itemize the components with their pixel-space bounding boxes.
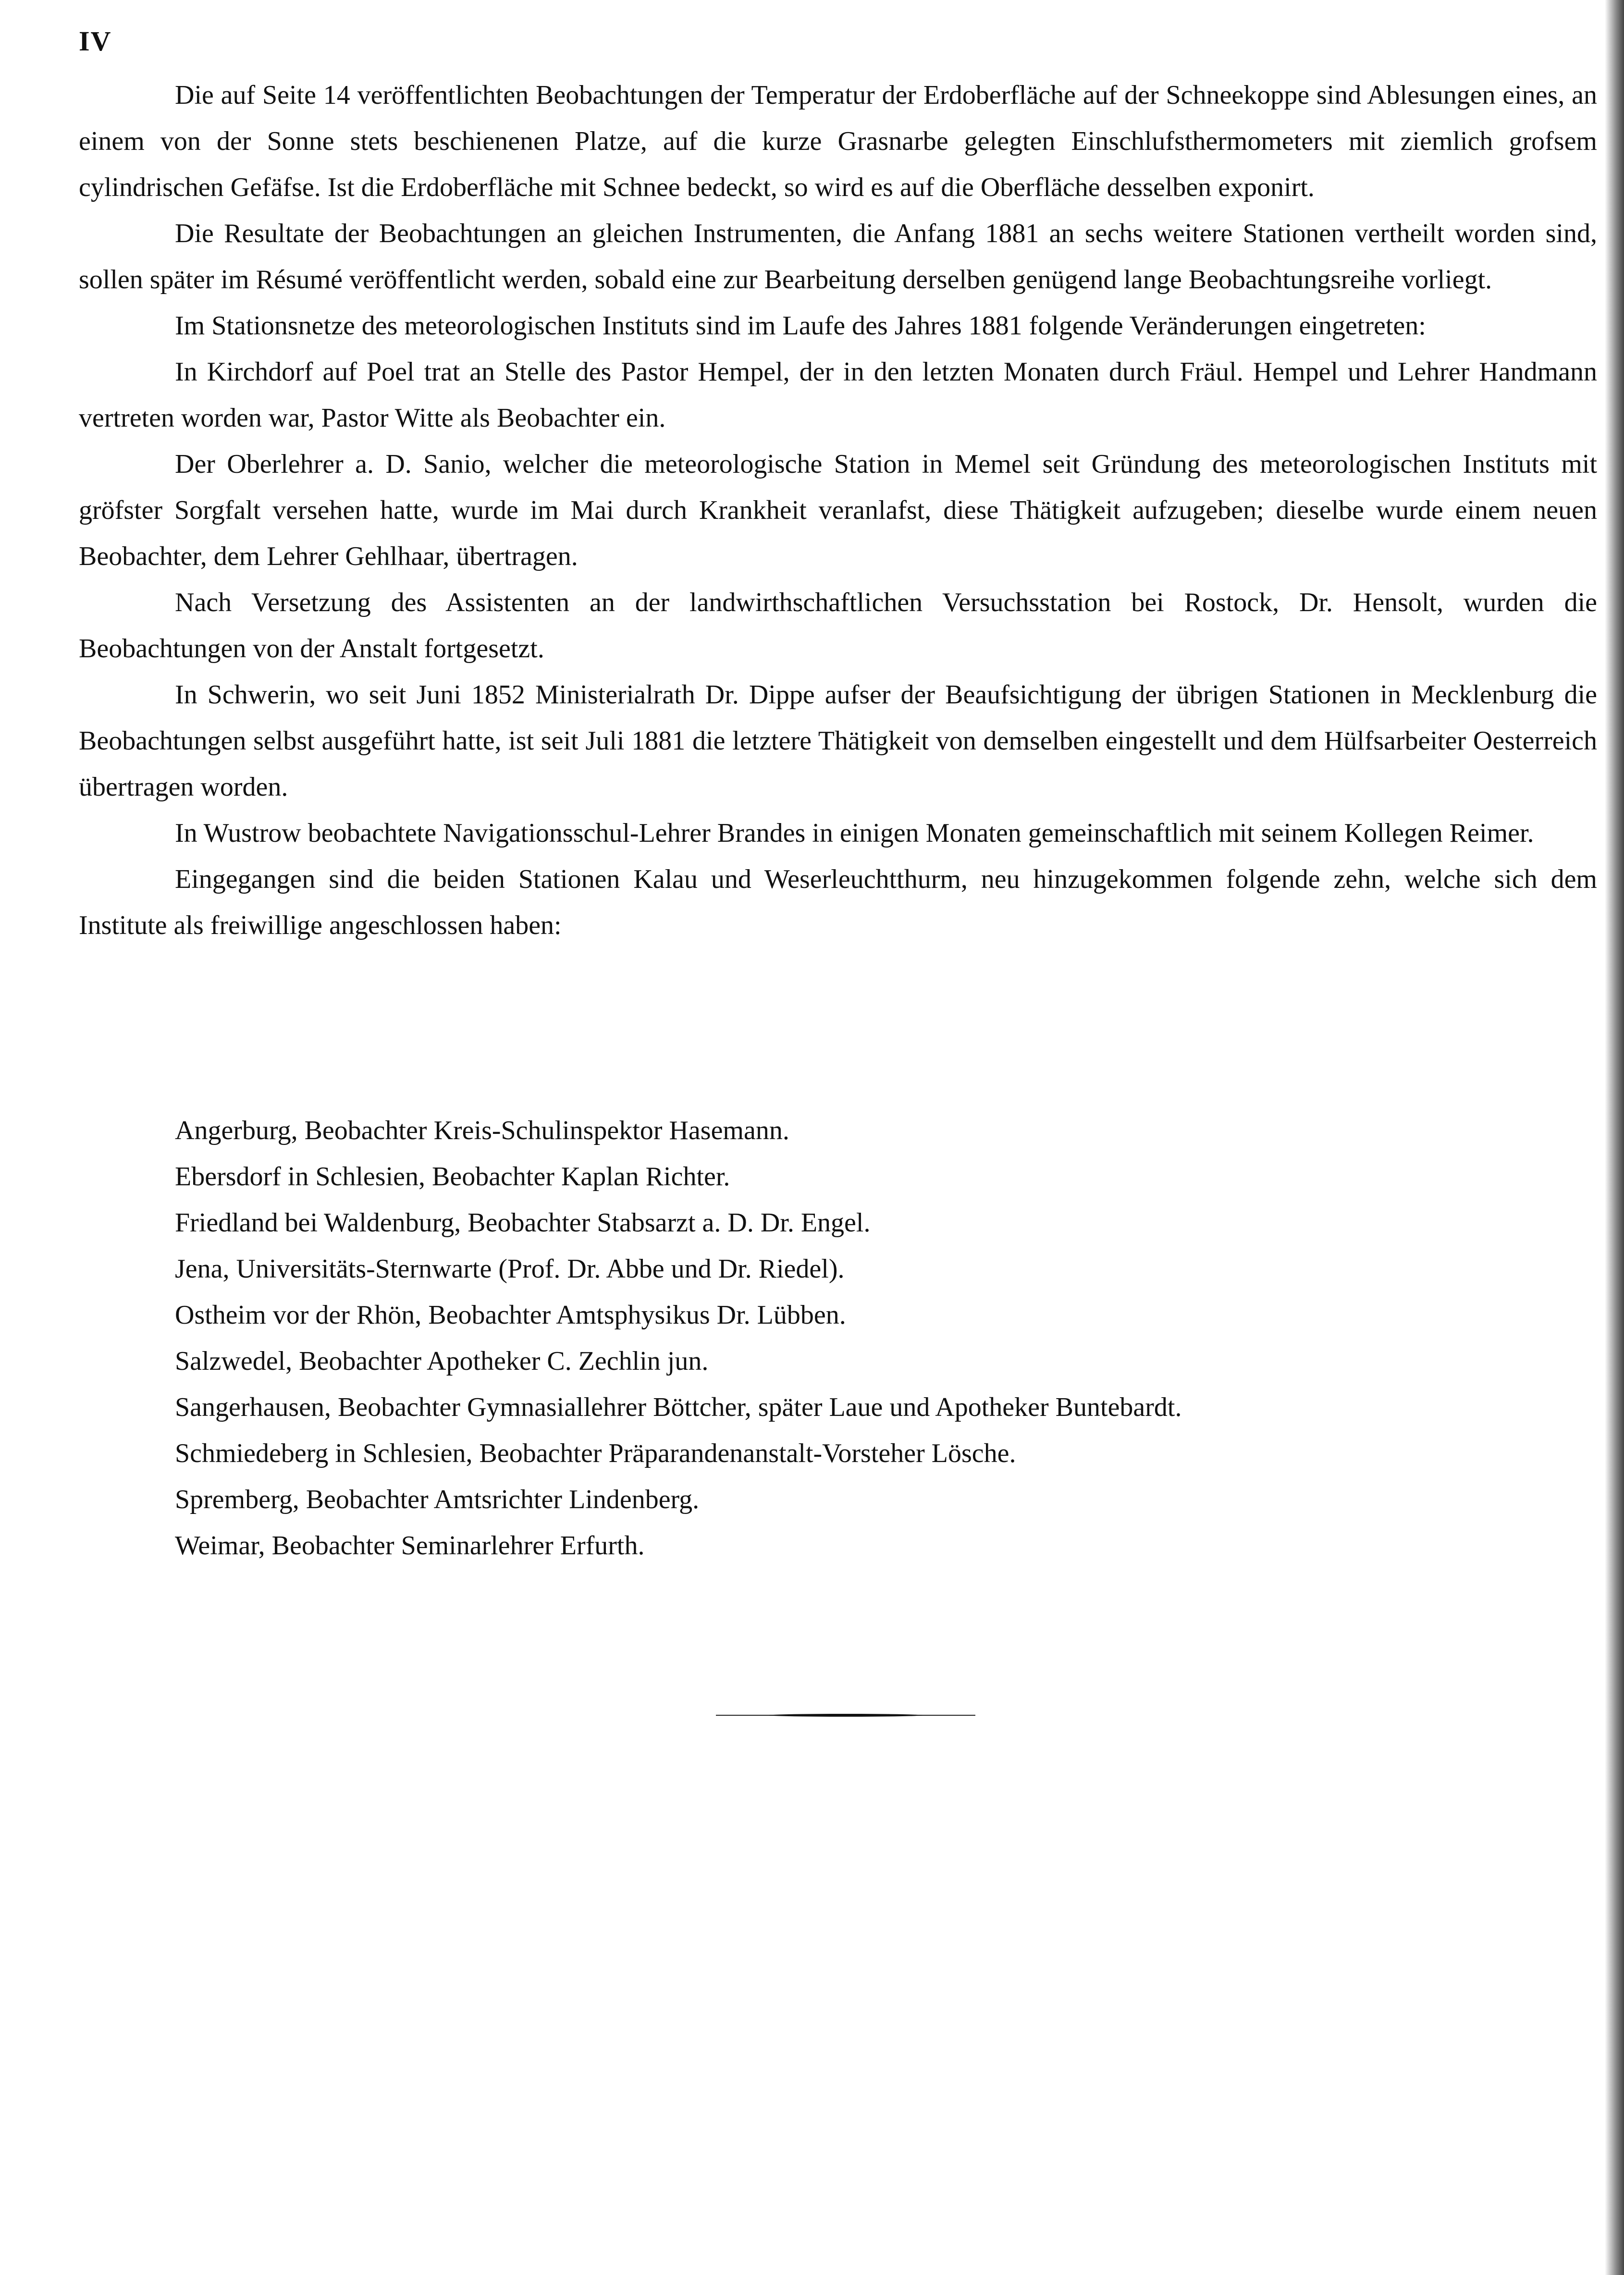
paragraph-rostock: Nach Versetzung des Assistenten an der landwirthschaftlichen Versuchsstation bei Rostock, Dr. Hensolt, wurden die Beobachtungen von der Anstalt fortgesetzt. [79,588,1597,664]
list-item: Weimar, Beobachter Seminarlehrer Erfurth. [175,1531,645,1561]
scan-edge-shadow [1605,0,1624,2275]
list-item: Spremberg, Beobachter Amtsrichter Lindenberg. [175,1485,700,1514]
list-item: Sangerhausen, Beobachter Gymnasiallehrer Böttcher, später Laue und Apotheker Buntebardt. [175,1392,1182,1422]
end-ornament-rule [716,1714,975,1717]
list-item: Salzwedel, Beobachter Apotheker C. Zechlin jun. [175,1346,709,1376]
body-text [79,72,1597,948]
paragraph-new-stations-intro: Eingegangen sind die beiden Stationen Kalau und Weserleuchtthurm, neu hinzugekommen folgende zehn, welche sich dem Institute als freiwillige angeschlossen haben: [79,864,1597,940]
paragraph-station-changes-intro: Im Stationsnetze des meteorologischen Instituts sind im Laufe des Jahres 1881 folgende Veränderungen eingetreten: [175,311,1426,341]
page-number: IV [79,25,112,57]
list-item: Ostheim vor der Rhön, Beobachter Amtsphysikus Dr. Lübben. [175,1300,846,1330]
list-item: Ebersdorf in Schlesien, Beobachter Kaplan Richter. [175,1162,730,1192]
paragraph-schwerin: In Schwerin, wo seit Juni 1852 Ministerialrath Dr. Dippe aufser der Beaufsichtigung der übrigen Stationen in Mecklenburg die Beobachtungen selbst ausgeführt hatte, ist seit Juli 1881 die letztere Thätigkeit von demselben eingestellt und dem Hülfsarbeiter Oesterreich übertragen worden. [79,680,1597,802]
list-item: Schmiedeberg in Schlesien, Beobachter Präparandenanstalt-Vorsteher Lösche. [175,1439,1016,1468]
list-item: Angerburg, Beobachter Kreis-Schulinspektor Hasemann. [175,1116,789,1145]
paragraph-wustrow: In Wustrow beobachtete Navigationsschul-Lehrer Brandes in einigen Monaten gemeinschaftlich mit seinem Kollegen Reimer. [175,818,1534,848]
list-item: Friedland bei Waldenburg, Beobachter Stabsarzt a. D. Dr. Engel. [175,1208,871,1238]
rule-swell [769,1714,923,1717]
list-item: Jena, Universitäts-Sternwarte (Prof. Dr. Abbe und Dr. Riedel). [175,1254,845,1284]
paragraph-kirchdorf: In Kirchdorf auf Poel trat an Stelle des Pastor Hempel, der in den letzten Monaten durch Fräul. Hempel und Lehrer Handmann vertreten worden war, Pastor Witte als Beobachter ein. [79,357,1597,433]
station-list [175,1107,1568,1569]
paragraph-memel: Der Oberlehrer a. D. Sanio, welcher die meteorologische Station in Memel seit Gründung des meteorologischen Instituts mit gröfster Sorgfalt versehen hatte, wurde im Mai durch Krankheit veranlafst, diese Thätigkeit aufzugeben; dieselbe wurde einem neuen Beobachter, dem Lehrer Gehlhaar, übertragen. [79,449,1597,571]
paragraph-instrument-results: Die Resultate der Beobachtungen an gleichen Instrumenten, die Anfang 1881 an sechs weitere Stationen vertheilt worden sind, sollen später im Résumé veröffentlicht werden, sobald eine zur Bearbeitung derselben genügend lange Beobachtungsreihe vorliegt. [79,219,1597,295]
paragraph-soil-temperature: Die auf Seite 14 veröffentlichten Beobachtungen der Temperatur der Erdoberfläche auf der Schneekoppe sind Ablesungen eines, an einem von der Sonne stets beschienenen Platze, auf die kurze Grasnarbe gelegten Einschlufsthermometers mit ziemlich grofsem cylindrischen Gefäfse. Ist die Erdoberfläche mit Schnee bedeckt, so wird es auf die Oberfläche desselben exponirt. [79,80,1597,202]
